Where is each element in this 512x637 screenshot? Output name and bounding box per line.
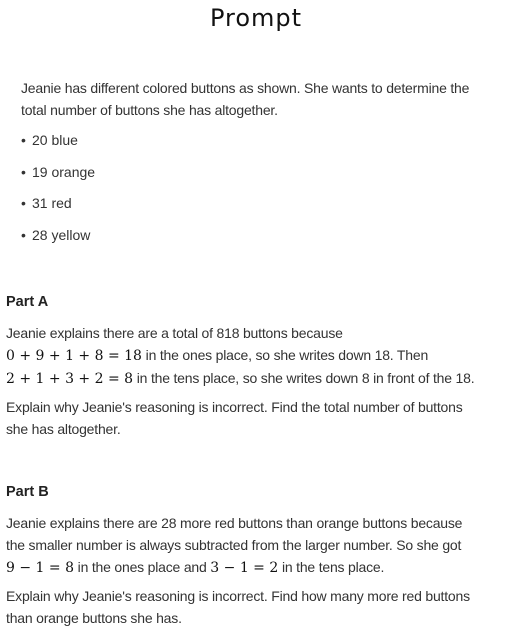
- part-b-explanation: [6, 512, 510, 579]
- intro-line: total number of buttons she has altogether.: [21, 102, 278, 118]
- list-item: [21, 192, 95, 224]
- ones-place-equation: 0 + 9 + 1 + 8 = 18: [6, 348, 142, 364]
- ones-place-subtraction: 9 − 1 = 8: [6, 560, 74, 576]
- part-b-question-line: Explain why Jeanie's reasoning is incorrect. Find how many more red buttons: [6, 588, 470, 604]
- part-a-explanation: [6, 322, 510, 390]
- list-item: [21, 161, 95, 193]
- tens-place-subtraction: 3 − 1 = 2: [210, 560, 279, 576]
- button-color-list: [21, 129, 95, 255]
- page-title: Prompt: [209, 4, 303, 32]
- list-item-label: 31 red: [32, 195, 72, 211]
- part-a-section: [6, 294, 510, 440]
- bullet-icon: •: [21, 195, 26, 211]
- intro-line: Jeanie has different colored buttons as shown. She wants to determine the: [21, 80, 470, 96]
- tens-place-equation: 2 + 1 + 3 + 2 = 8: [6, 371, 134, 387]
- part-a-question-line: she has altogether.: [6, 421, 121, 437]
- part-b-question-line: than orange buttons she has.: [6, 610, 182, 626]
- list-item-label: 28 yellow: [32, 226, 91, 243]
- part-b-heading: Part B: [6, 484, 49, 500]
- part-b-line: in the tens place.: [278, 559, 385, 575]
- list-item: [21, 129, 95, 161]
- list-item: [21, 224, 95, 256]
- part-a-line: in the tens place, so she writes down 8 in front of the 18.: [133, 370, 475, 386]
- bullet-icon: •: [21, 163, 26, 180]
- part-a-line: in the ones place, so she writes down 18. Then: [141, 347, 429, 363]
- part-b-line: the smaller number is always subtracted from the larger number. So she got: [6, 537, 462, 553]
- intro-paragraph: [21, 77, 507, 121]
- list-item-label: 20 blue: [32, 132, 78, 148]
- part-b-section: [6, 484, 510, 629]
- part-a-heading: Part A: [6, 294, 49, 310]
- bullet-icon: •: [21, 226, 26, 243]
- part-b-line: Jeanie explains there are 28 more red buttons than orange buttons because: [6, 515, 463, 531]
- bullet-icon: •: [21, 132, 26, 148]
- part-b-line: in the ones place and: [73, 559, 211, 575]
- list-item-label: 19 orange: [32, 163, 96, 180]
- part-a-question-line: Explain why Jeanie's reasoning is incorrect. Find the total number of buttons: [6, 399, 463, 415]
- part-a-question: [6, 396, 510, 440]
- part-b-question: [6, 585, 510, 629]
- part-a-line: Jeanie explains there are a total of 818 buttons because: [6, 325, 343, 341]
